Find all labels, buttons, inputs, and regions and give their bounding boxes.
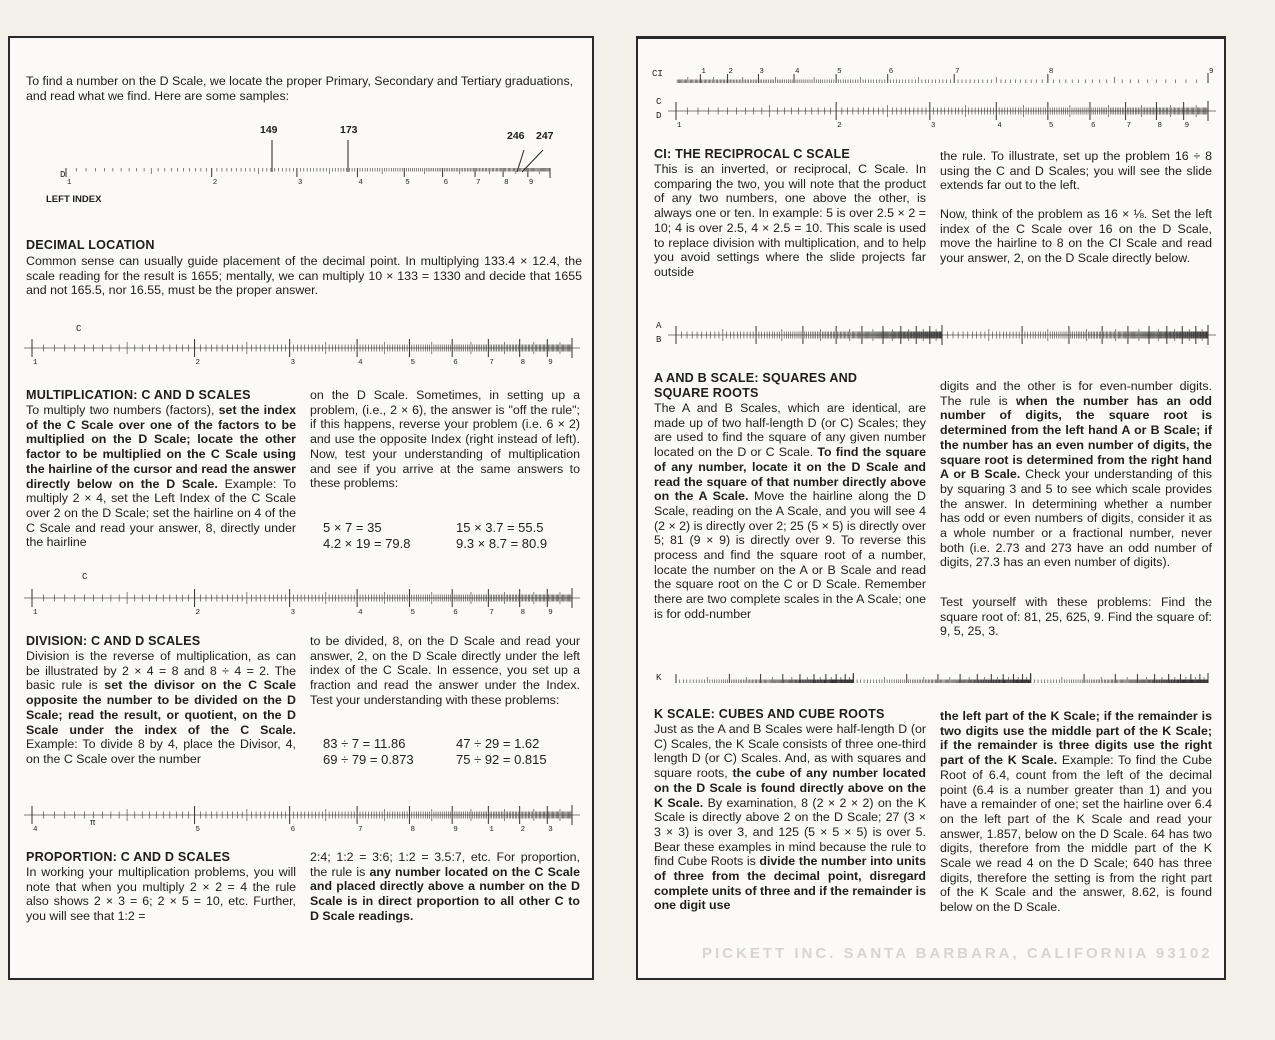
multiplication-col1: To multiply two numbers (factors), set the index of the C Scale over one of the factors to be multiplied on the D Scale; locate the other factor to be multiplied on the C Scale using the hairline of the cursor and read the answer directly below on the D Scale. Example: To multiply 2 × 4, set the Left Index of the C Scale over 2 on the D Scale; set the hairline on 4 of the C Scale and read your answer, 8, directly under the hairline — [26, 403, 296, 550]
right-page — [636, 36, 1226, 980]
scale-label: 2 — [195, 359, 201, 367]
scale-label: 8 — [520, 359, 526, 367]
k-label: K — [656, 673, 662, 683]
ruler1-c-label: C — [76, 324, 82, 334]
sample-d-scale — [58, 166, 558, 188]
ci-title: CI: THE RECIPROCAL C SCALE — [654, 147, 850, 161]
cd-d-label: D — [656, 111, 662, 121]
mult-eq-1: 5 × 7 = 35 — [323, 520, 382, 535]
division-col2: to be divided, 8, on the D Scale and read your answer, 2, on the D Scale directly under the left index of the C Scale. In essence, you set up a fraction and read the answer under the Index. Test your understanding with these problems: — [310, 634, 580, 707]
scale-label: 9 — [528, 179, 534, 187]
scale-label: 9 — [548, 609, 553, 617]
scale-label: 6 — [443, 179, 449, 187]
scale-label: 3 — [548, 826, 553, 834]
div-eq-4: 75 ÷ 92 = 0.815 — [456, 752, 547, 767]
scale-label: 5 — [410, 359, 415, 367]
scale-label: 4 — [795, 68, 800, 76]
proportion-title: PROPORTION: C AND D SCALES — [26, 850, 231, 864]
ab-b-label: B — [656, 335, 662, 345]
left-page — [8, 36, 594, 980]
k-title: K SCALE: CUBES AND CUBE ROOTS — [654, 707, 885, 721]
sample-label-149: 149 — [260, 124, 278, 136]
sample-label-173: 173 — [340, 124, 358, 136]
ruler3-folded-scales — [24, 800, 580, 834]
scale-label: 7 — [1126, 122, 1132, 130]
scale-label: 9 — [1184, 122, 1190, 130]
scale-label: 5 — [195, 826, 201, 834]
left-index-label: LEFT INDEX — [46, 194, 102, 205]
scale-label: 3 — [759, 68, 764, 76]
ab-col2: digits and the other is for even-number digits. The rule is when the number has an odd number of digits, the square root is determined from the left hand A or B Scale; if the number has an even number of digits, the square root is determined from the right hand A or B Scale. Check your understanding of this by squaring 3 and 5 to see which scale provides the answer. In determining whether a number has odd or even numbers of digits, consider it as a whole number or a fractional number, never both (i.e. 2.73 and 273 have an odd number of digits, 27.3 has an even number of digits). — [940, 379, 1212, 570]
scale-label: 4 — [33, 826, 38, 834]
scale-label: 9 — [548, 359, 553, 367]
scale-label: 1 — [67, 179, 72, 187]
k-col1: Just as the A and B Scales were half-length D (or C) Scales, the K Scale consists of three one-third length D (or C) Scales. And, as with squares and square roots, the cube of any number located on the D Scale is found directly above on the K Scale. By examination, 8 (2 × 2 × 2) on the K Scale is directly above 2 on the D Scale; 27 (3 × 3 × 3) is over 3, and 125 (5 × 5 × 5) is over 5. Bear these examples in mind because the rule to find Cube Roots is divide the number into units of three from the decimal point, disregard complete units of three and if the remainder is one digit use — [654, 722, 926, 913]
scale-label: 4 — [997, 122, 1002, 130]
ab-col2-test: Test yourself with these problems: Find the square root of: 81, 25, 625, 9. Find the square of: 9, 5, 25, 3. — [940, 595, 1212, 639]
scale-label: 4 — [358, 609, 363, 617]
decimal-location-body: Common sense can usually guide placement of the decimal point. In multiplying 133.4 × 12.4, the scale reading for the result is 1655; mentally, we can multiply 10 × 133 = 1330 and decide that 1655 and not 165.5, nor 16.55, must be the proper answer. — [26, 254, 582, 298]
scale-label: 1 — [33, 609, 38, 617]
mult-eq-4: 9.3 × 8.7 = 80.9 — [456, 536, 548, 551]
scale-label: 1 — [489, 826, 494, 834]
scale-label: 6 — [888, 68, 894, 76]
cd-c-label: C — [656, 97, 662, 107]
scale-label: 9 — [1209, 68, 1214, 76]
proportion-col2: 2:4; 1:2 = 3:6; 1:2 = 3.5:7, etc. For proportion, the rule is any number located on the C Scale and placed directly above a number on the D Scale is in direct proportion to all other C to D Scale readings. — [310, 850, 580, 923]
decimal-location-title: DECIMAL LOCATION — [26, 238, 155, 252]
scale-label: 8 — [520, 609, 526, 617]
scale-label: 4 — [358, 179, 363, 187]
intro-text: To find a number on the D Scale, we locate the proper Primary, Secondary and Tertiary graduations, and read what we find. Here are some samples: — [26, 74, 574, 103]
scale-label: 6 — [453, 609, 458, 617]
scale-label: 3 — [930, 122, 936, 130]
sample-label-246: 246 — [507, 130, 525, 142]
ruler1-cd-scales — [24, 334, 580, 367]
scale-label: 6 — [1090, 122, 1096, 130]
ab-title-1: A AND B SCALE: SQUARES AND — [654, 371, 858, 385]
scale-label: 9 — [453, 826, 458, 834]
scale-label: 6 — [290, 826, 296, 834]
scale-label: 1 — [701, 68, 706, 76]
scale-label: 4 — [358, 359, 363, 367]
multiplication-col2: on the D Scale. Sometimes, in setting up a problem, (i.e., 2 × 6), the answer is "off the rule"; if this happens, reverse your problem (i.e. 6 × 2) and use the opposite Index (right instead of left). Now, test your understanding of multiplication and see if you arrive at the same answers to these problems: — [310, 388, 580, 491]
mult-eq-3: 4.2 × 19 = 79.8 — [323, 536, 411, 551]
scale-label: 7 — [476, 179, 481, 187]
division-col1: Division is the reverse of multiplication, as can be illustrated by 2 × 4 = 8 and 8 ÷ 4 = 2. The basic rule is set the divisor on the C Scale opposite the number to be divided on the D Scale; read the result, or quotient, on the D Scale under the index of the C Scale. Example: To divide 8 by 4, place the Divisor, 4, on the C Scale over the number — [26, 649, 296, 766]
ruler2-c-label: C — [82, 572, 88, 582]
ci-col1: This is an inverted, or reciprocal, C Scale. In comparing the two, you will note that the product of any two numbers, one above the other, is always one or ten. In example: 5 is over 2.5 × 2 = 10; 4 is over 2.5, 4 × 2.5 = 10. This scale is used to replace division with multiplication, and to help you avoid settings where the slide projects far outside — [654, 162, 926, 279]
scale-label: 3 — [290, 609, 296, 617]
div-eq-1: 83 ÷ 7 = 11.86 — [323, 736, 406, 751]
ab-title-2: SQUARE ROOTS — [654, 386, 759, 400]
scale-label: 7 — [955, 68, 960, 76]
scale-label: 8 — [1157, 122, 1162, 130]
scale-label: 6 — [453, 359, 458, 367]
ruler2-cd-scales — [24, 584, 580, 617]
ci-col2a: the rule. To illustrate, set up the problem 16 ÷ 8 using the C and D Scales; you will see the slide extends far out to the left. — [940, 149, 1212, 193]
scale-label: 3 — [297, 179, 303, 187]
ci-col2b: Now, think of the problem as 16 × ⅛. Set the left index of the C Scale over 16 on the D Scale, move the hairline to 8 on the CI Scale and read your answer, 2, on the D Scale directly below. — [940, 207, 1212, 266]
scale-label: 5 — [837, 68, 842, 76]
scale-label: 1 — [677, 122, 682, 130]
mult-eq-2: 15 × 3.7 = 55.5 — [456, 520, 544, 535]
k-col2: the left part of the K Scale; if the remainder is two digits use the middle part of the K Scale; if the remainder is three digits use the right part of the K Scale. Example: To find the Cube Root of 6.4, count from the left of the decimal point (6.4 is a number greater than 1) and you have a remainder of one; set the hairline over 6.4 on the left part of the K Scale and read your answer, 1.857, below on the D Scale. 64 has two digits, therefore from the middle part of the K Scale we read 4 on the D Scale; 640 has three digits, therefore the setting is from the right part of the K Scale and the answer, 8.62, is found below on the D Scale. — [940, 709, 1212, 915]
div-eq-3: 69 ÷ 79 = 0.873 — [323, 752, 414, 767]
scale-label: 5 — [405, 179, 410, 187]
scale-label: 7 — [489, 609, 494, 617]
ci-label: CI — [652, 69, 663, 79]
ci-cd-scales — [668, 97, 1216, 130]
scale-label: 2 — [728, 68, 734, 76]
ab-col1: The A and B Scales, which are identical, are made up of two half-length D (or C) Scales; they are used to find the square of any given number located on the D or C Scale. To find the square of any number, locate it on the D Scale and read the square of that number directly above on the A Scale. Move the hairline along the D Scale, reading on the A Scale, and you will see 4 (2 × 2) is directly over 2; 25 (5 × 5) is directly over 5; 81 (9 × 9) is directly over 9. To reverse this process and find the square root of a number, locate the number on the A or B Scale and read the square root on the C or D Scale. Remember there are two complete scales in the A Scale; one is for odd-number — [654, 401, 927, 621]
scale-label: 7 — [358, 826, 363, 834]
scale-label: 7 — [489, 359, 494, 367]
ruler3-pi-label: π — [90, 818, 96, 828]
scale-label: 5 — [1048, 122, 1054, 130]
scale-label: 1 — [33, 359, 38, 367]
scale-label: 8 — [1048, 68, 1054, 76]
scale-label: 2 — [520, 826, 526, 834]
ab-scales — [668, 321, 1216, 349]
scale-label: 3 — [290, 359, 296, 367]
scale-label: 2 — [195, 609, 201, 617]
sample-d-label: D — [60, 170, 66, 180]
scale-label: 8 — [504, 179, 509, 187]
sample-label-247: 247 — [536, 130, 554, 142]
k-scale — [668, 667, 1216, 685]
proportion-col1: In working your multiplication problems, you will note that when you multiply 2 × 2 = 4 the rule also shows 2 × 3 = 6; 2 × 5 = 10, etc. Further, you will see that 1:2 = — [26, 865, 296, 924]
scale-label: 8 — [410, 826, 415, 834]
scale-label: 2 — [837, 122, 842, 130]
multiplication-title: MULTIPLICATION: C AND D SCALES — [26, 388, 251, 402]
footer-ghost-text: PICKETT INC. SANTA BARBARA, CALIFORNIA 93102 — [702, 945, 1213, 962]
div-eq-2: 47 ÷ 29 = 1.62 — [456, 736, 540, 751]
ab-a-label: A — [656, 321, 662, 331]
scale-label: 5 — [410, 609, 415, 617]
division-title: DIVISION: C AND D SCALES — [26, 634, 201, 648]
scale-label: 2 — [212, 179, 218, 187]
ci-scale — [668, 69, 1216, 85]
